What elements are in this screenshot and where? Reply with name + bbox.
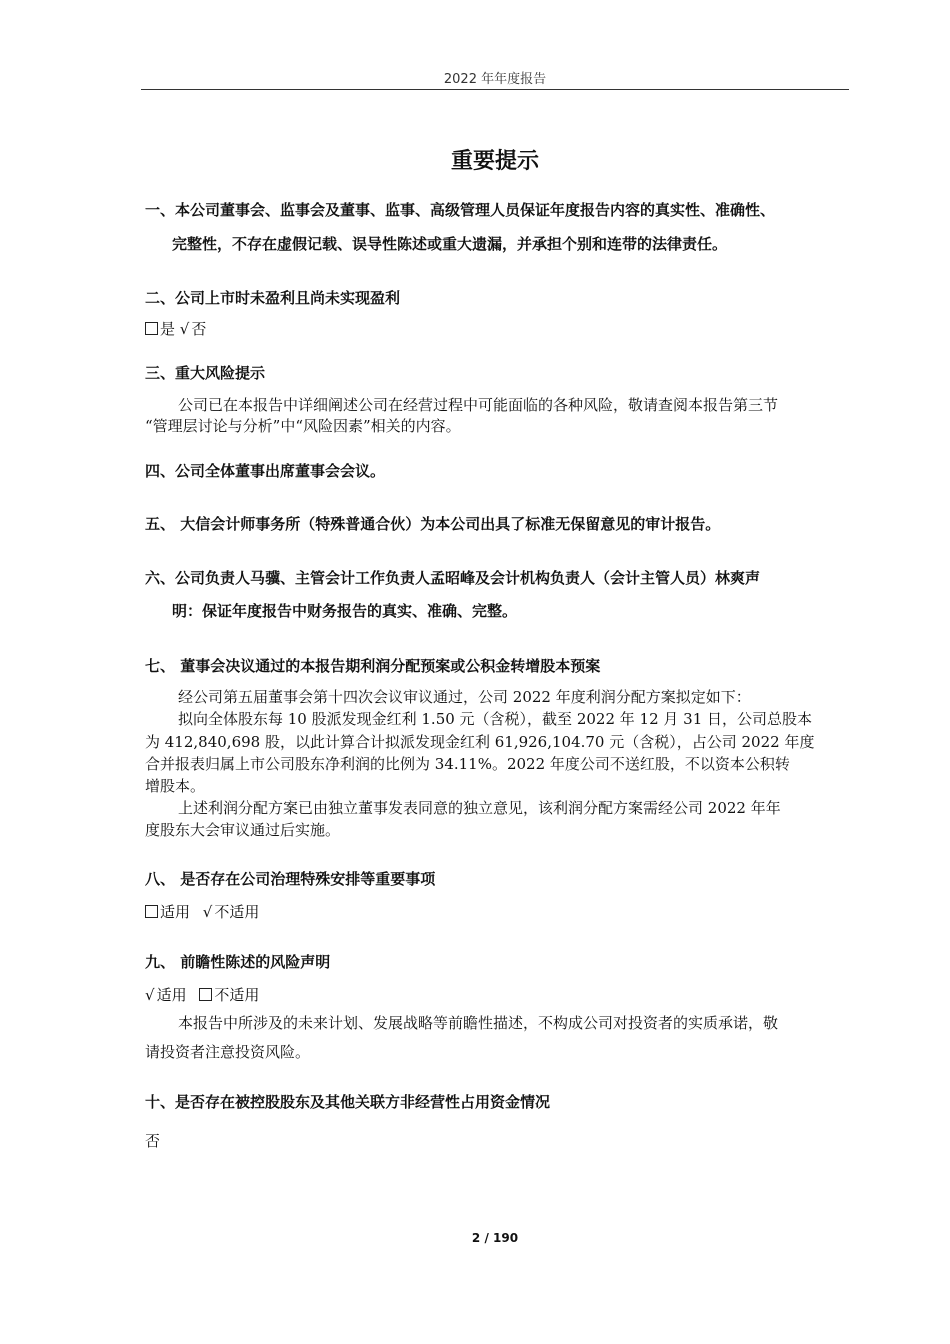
checkmark-icon: √ xyxy=(202,903,213,921)
section-4-heading: 四、公司全体董事出席董事会会议。 xyxy=(145,462,386,480)
section-9-heading: 九、 前瞻性陈述的风险声明 xyxy=(145,953,331,971)
section-7-heading: 七、 董事会决议通过的本报告期利润分配预案或公积金转增股本预案 xyxy=(145,657,601,675)
page-header: 2022 年年度报告 xyxy=(443,72,547,87)
section-9-options xyxy=(145,984,259,1005)
section-2-options xyxy=(145,318,206,339)
section-7-paragraph-2-line-3: 合并报表归属上市公司股东净利润的比例为 34.11%。2022 年度公司不送红股，不以资本公积转 xyxy=(145,755,790,773)
option-apply-label: 适用 xyxy=(156,986,187,1004)
section-3-line-1: 公司已在本报告中详细阐述公司在经营过程中可能面临的各种风险，敬请查阅本报告第三节 xyxy=(178,396,779,414)
option-no-label: 否 xyxy=(191,320,207,338)
section-5-heading: 五、 大信会计师事务所（特殊普通合伙）为本公司出具了标准无保留意见的审计报告。 xyxy=(145,515,721,533)
section-6-line-2: 明：保证年度报告中财务报告的真实、准确、完整。 xyxy=(172,602,518,620)
section-7-paragraph-2-line-1: 拟向全体股东每 10 股派发现金红利 1.50 元（含税），截至 2022 年 12 月 31 日，公司总股本 xyxy=(178,710,813,728)
checkbox-empty-icon xyxy=(145,322,158,335)
section-10-answer: 否 xyxy=(145,1132,161,1150)
checkmark-icon: √ xyxy=(179,320,190,338)
section-2-heading: 二、公司上市时未盈利且尚未实现盈利 xyxy=(145,289,401,307)
section-9-line-1: 本报告中所涉及的未来计划、发展战略等前瞻性描述，不构成公司对投资者的实质承诺，敬 xyxy=(178,1014,779,1032)
section-3-heading: 三、重大风险提示 xyxy=(145,364,266,382)
option-not-apply-label: 不适用 xyxy=(214,903,260,921)
section-7-paragraph-3-line-2: 度股东大会审议通过后实施。 xyxy=(145,821,341,839)
section-1-line-2: 完整性，不存在虚假记载、误导性陈述或重大遗漏，并承担个别和连带的法律责任。 xyxy=(172,235,728,253)
section-6-line-1: 六、公司负责人马骥、主管会计工作负责人孟昭峰及会计机构负责人（会计主管人员）林爽声 xyxy=(145,569,761,587)
header-divider xyxy=(141,89,849,90)
checkbox-empty-icon xyxy=(199,988,212,1001)
section-7-paragraph-1: 经公司第五届董事会第十四次会议审议通过，公司 2022 年度利润分配方案拟定如下： xyxy=(178,688,751,706)
section-9-line-2: 请投资者注意投资风险。 xyxy=(145,1043,311,1061)
page-number: 2 / 190 xyxy=(471,1231,519,1245)
section-7-paragraph-3-line-1: 上述利润分配方案已由独立董事发表同意的独立意见，该利润分配方案需经公司 2022 年年 xyxy=(178,799,781,817)
section-7-paragraph-2-line-2: 为 412,840,698 股，以此计算合计拟派发现金红利 61,926,104.70 元（含税），占公司 2022 年度 xyxy=(145,733,815,751)
page-title: 重要提示 xyxy=(450,149,539,174)
checkbox-empty-icon xyxy=(145,905,158,918)
section-8-options xyxy=(145,901,259,922)
option-apply-label: 适用 xyxy=(160,903,191,921)
section-10-heading: 十、是否存在被控股股东及其他关联方非经营性占用资金情况 xyxy=(145,1093,551,1111)
section-1-line-1: 一、本公司董事会、监事会及董事、监事、高级管理人员保证年度报告内容的真实性、准确性、 xyxy=(145,201,776,219)
section-3-line-2: “管理层讨论与分析”中“风险因素”相关的内容。 xyxy=(145,417,461,435)
option-not-apply-label: 不适用 xyxy=(214,986,260,1004)
checkmark-icon: √ xyxy=(145,986,155,1004)
section-8-heading: 八、 是否存在公司治理特殊安排等重要事项 xyxy=(145,870,436,888)
section-7-paragraph-2-line-4: 增股本。 xyxy=(145,777,206,795)
option-yes-label: 是 xyxy=(160,320,176,338)
